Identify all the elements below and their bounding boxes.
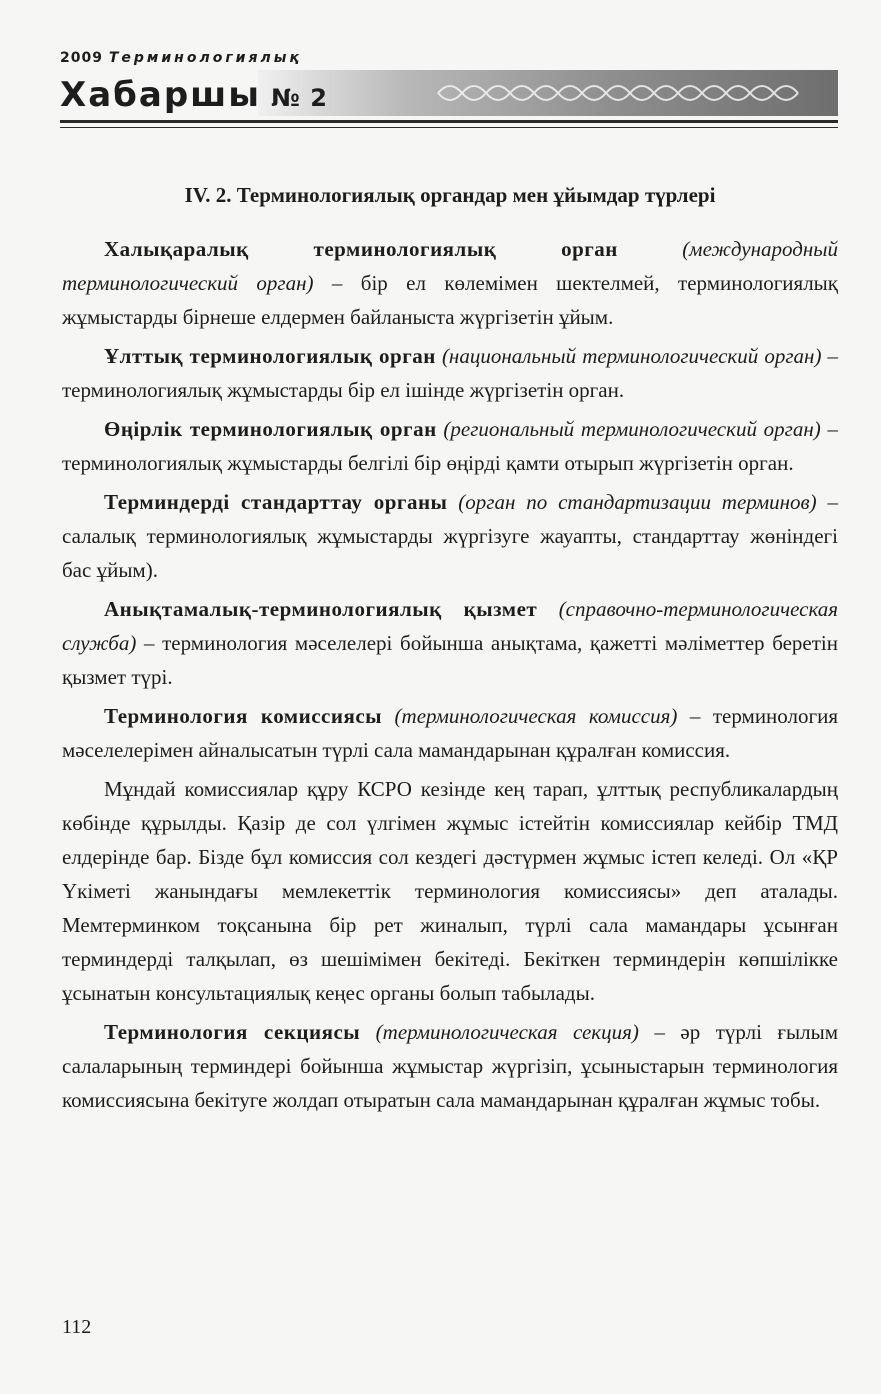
term: Өңірлік терминологиялық орган bbox=[104, 417, 437, 441]
paragraph-3 bbox=[62, 412, 838, 480]
term-gloss: (национальный терминологический орган) bbox=[441, 344, 822, 368]
header-title: Хабаршы bbox=[60, 75, 262, 115]
body-text: Мұндай комиссиялар құру КСРО кезінде кең тарап, ұлттық республикалардың көбінде құрылды. Қазір де сол үлгімен жұмыс істейтін комиссиялар кейбір ТМД елдерінде бар. Бізде бұл комиссия сол кездегі дәстүрмен жұмыс істеп келеді. Ол «ҚР Үкіметі жанындағы мемлекеттік терминология комиссиясы» деп аталады. Мемтерминком тоқсанына бір рет жиналып, түрлі сала мамандары ұсынған терминдерді талқылап, өз шешімімен бекітеді. Бекіткен терминдерін көпшілікке ұсынатын консультациялық кеңес органы болып табылады. bbox=[62, 777, 838, 1005]
definition: – терминология мәселелерімен айналысатын түрлі сала мамандарынан құралған комиссия. bbox=[62, 704, 839, 762]
header-ornament-band bbox=[258, 70, 838, 116]
header-rule-thick bbox=[60, 120, 838, 123]
paragraph-7 bbox=[62, 772, 838, 1010]
term: Терминдерді стандарттау органы bbox=[104, 490, 448, 514]
article-body bbox=[62, 178, 838, 1122]
header-issue: № 2 bbox=[271, 84, 328, 112]
paragraph-8 bbox=[62, 1015, 838, 1117]
definition: – терминологиялық жұмыстарды белгілі бір өңірді қамти отырып жүргізетін орган. bbox=[62, 417, 838, 475]
page-number: 112 bbox=[62, 1316, 92, 1338]
paragraph-1 bbox=[62, 232, 838, 334]
term-gloss: (международный терминологический орган) bbox=[62, 237, 838, 295]
header-year: 2009 bbox=[60, 50, 103, 66]
ornament-pattern-icon bbox=[258, 70, 838, 116]
header-year-line bbox=[60, 50, 302, 66]
term: Терминология секциясы bbox=[104, 1020, 361, 1044]
paragraph-4 bbox=[62, 485, 838, 587]
term-gloss: (региональный терминологический орган) bbox=[443, 417, 821, 441]
term-gloss: (терминологическая комиссия) bbox=[394, 704, 678, 728]
paragraph-2 bbox=[62, 339, 838, 407]
term: Терминология комиссиясы bbox=[104, 704, 383, 728]
term-gloss: (терминологическая секция) bbox=[375, 1020, 639, 1044]
definition: – терминологиялық жұмыстарды бір ел ішінде жүргізетін орган. bbox=[62, 344, 839, 402]
term-gloss: (орган по стандартизации терминов) bbox=[458, 490, 817, 514]
term: Халықаралық терминологиялық орган bbox=[104, 237, 618, 261]
header-rule-thin bbox=[60, 127, 838, 128]
paragraph-6 bbox=[62, 699, 838, 767]
definition: – бір ел көлемімен шектелмей, терминологиялық жұмыстарды бірнеше елдермен байланыста жүргізетін ұйым. bbox=[62, 271, 838, 329]
term: Анықтамалық-терминологиялық қызмет bbox=[104, 597, 538, 621]
section-heading: IV. 2. Терминологиялық органдар мен ұйымдар түрлері bbox=[184, 183, 716, 207]
definition: – салалық терминологиялық жұмыстарды жүргізуге жауапты, стандарттау жөніндегі бас ұйым). bbox=[62, 490, 838, 582]
term-gloss: (справочно-терминологическая служба) bbox=[62, 597, 839, 655]
paragraph-5 bbox=[62, 592, 838, 694]
header-title-line bbox=[60, 75, 328, 118]
definition: – әр түрлі ғылым салаларының терминдері бойынша жұмыстар жүргізіп, ұсыныстарын терминология комиссиясына бекітуге жолдап отыратын сала мамандарынан құралған жұмыс тобы. bbox=[62, 1020, 838, 1112]
header-subtitle: Терминологиялық bbox=[108, 50, 302, 66]
term: Ұлттық терминологиялық орган bbox=[104, 344, 436, 368]
definition: – терминология мәселелері бойынша анықтама, қажетті мәліметтер беретін қызмет түрі. bbox=[62, 631, 838, 689]
